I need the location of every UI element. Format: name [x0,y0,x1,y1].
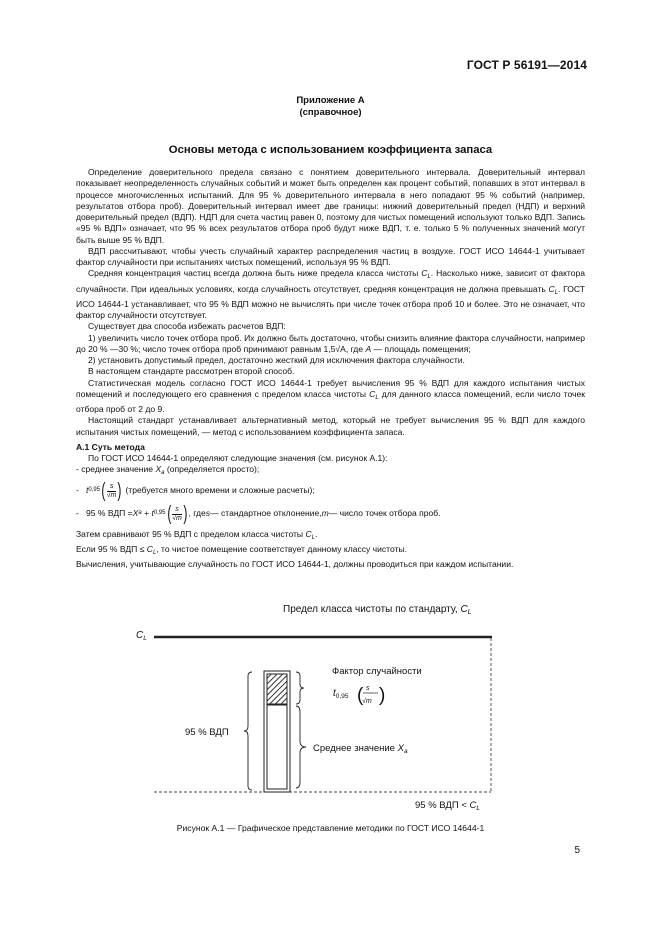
section-intro: По ГОСТ ИСО 14644-1 определяют следующие значения (см. рисунок А.1): [88,453,388,463]
mean-value-segment [267,705,287,789]
ucl-label: 95 % ВДП [185,727,229,738]
paragraph-way-1: 1) увеличить число точек отбора проб. Их должно быть достаточно, чтобы снизить влияние фактора случайности, например до 20 % —30 %; число точек отбора проб принимают равным 1,5√A, где A — площадь помещения; [76,332,586,354]
compare-line-3: Вычисления, учитывающие случайность по ГОСТ ИСО 14644-1, должны проводиться при каждом испытании. [76,559,514,569]
list-item-mean: - среднее значение $X_a$ (определяется просто); [76,464,260,477]
paragraph-mean-concentration: Средняя концентрация частиц всегда должна быть ниже предела класса чистоты $C_L$. Насколько ниже, зависит от фактора случайности. При идеальных условиях, когда случайность отсутствует, средняя концентрация не должна превышать $C_L$. ГОСТ ИСО 14644-1 устанавливает, что 95 % ВДП можно не вычислять при числе точек отбора проб 10 и более. Это не означает, что фактор случайности отсутствует. [76,268,585,320]
paragraph-ucl-purpose: ВДП рассчитывают, чтобы учесть случайный характер распределения частиц в воздухе. ГОСТ ИСО 14644-1 учитывает фактор случайности при испытаниях чистых помещений, используя 95 % ВДП. [76,245,585,267]
page-number: 5 [574,845,580,856]
paragraph-confidence-interval: Определение доверительного предела связано с понятием доверительного интервала. Доверительный интервал показывает неопределенность случайных событий и может быть определен как процент событий, попавших в этот интервал в процессе многочисленных испытаний. Для 95 % доверительного интервала в него попадают 95 % событий (например, результатов отбора проб). Доверительный интервал имеет две границы: нижний доверительный предел (НДП) и верхний доверительный предел (ВДП). НДП для счета частиц равен 0, поэтому для чистых помещений используют только ВДП. Запись «95 % ВДП» означает, что 95 % всех результатов отбора проб будут ниже ВДП, т. е. только 5 % полученных значений могут быть выше 95 % ВДП. [76,167,585,245]
ucl-brace [244,672,252,790]
annex-type: (справочное) [299,107,362,118]
list-item-ucl-formula: - 95 % ВДП = X a + t 0,95 ( $\frac{s}{√m}$ ) , где s — стандартное отклонение, m — число точек отбора проб. [76,503,441,525]
fraction-s-over-sqrt-m: $\frac{s}{√m}$ [106,482,117,499]
factor-close-paren: ) [379,685,386,706]
factor-brace [296,672,304,704]
paragraph-way-2: 2) установить допустимый предел, достаточно жесткий для исключения фактора случайности. [88,355,465,365]
paragraph-statistical-model: Статистическая модель согласно ГОСТ ИСО 14644-1 требует вычисления 95 % ВДП для каждого испытания чистых помещений и последующего его сравнения с пределом класса чистоты $C_L$ для данного класса помещений, если число точек отбора проб от 2 до 9. [76,377,585,414]
compare-line-2: Если 95 % ВДП ≤ $C_L$, то чистое помещение соответствует данному классу чистоты. [76,543,407,556]
class-limit-label: Предел класса чистоты по стандарту, $C_L$ [283,604,472,616]
mean-label: Среднее значение $X_a$ [313,743,408,755]
factor-denominator: √m [362,698,372,705]
cl-axis-label: $C_L$ [136,630,147,642]
fraction-s-over-sqrt-m-2: $\frac{s}{√m}$ [172,505,182,522]
annex-label: Приложение А [296,95,365,106]
figure-caption: Рисунок А.1 — Графическое представление методики по ГОСТ ИСО 14644-1 [176,823,485,833]
section-heading: А.1 Суть метода [76,441,145,452]
mean-brace [296,706,306,788]
factor-label: Фактор случайности [332,666,422,677]
factor-open-paren: ( [357,685,364,706]
paragraph-second-way: В настоящем стандарте рассмотрен второй способ. [88,366,295,377]
list-item-t-factor: - t 0,95 ( $\frac{s}{√m}$ ) (требуется много времени и сложные расчеты); [76,480,315,502]
paragraph-two-ways: Существует два способа избежать расчетов ВДП: [88,321,286,332]
document-id: ГОСТ Р 56191—2014 [466,58,587,72]
factor-numerator: s [366,685,370,692]
annex-title: Основы метода с использованием коэффициента запаса [168,144,493,156]
ucl-less-than-cl: 95 % ВДП < $C_L$ [415,800,481,812]
randomness-factor-segment [267,674,287,704]
factor-formula-t: $t_{0,95}$ [333,688,349,700]
paragraph-alternative-method: Настоящий стандарт устанавливает альтернативный метод, который не требует вычисления 95 % ВДП для каждого испытания чистых помещений, — метод с использованием коэффициента запаса. [76,415,585,437]
compare-line-1: Затем сравнивают 95 % ВДП с пределом класса чистоты $C_L$. [76,528,318,541]
